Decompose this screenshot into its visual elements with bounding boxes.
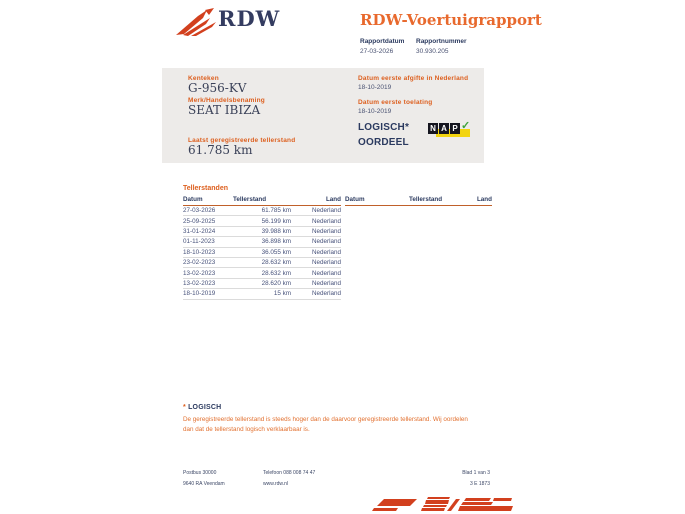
last-odometer-label: Laatst geregistreerde tellerstand	[188, 137, 296, 144]
odometer-readings-section	[183, 185, 493, 300]
footnote-asterisk: *	[183, 404, 189, 411]
footnote-title-text: LOGISCH	[188, 404, 222, 411]
cell-datum: 18-10-2019	[183, 290, 216, 298]
cell-tellerstand: 28.620 km	[261, 279, 291, 287]
footer-website: www.rdw.nl	[263, 481, 289, 487]
first-registration-nl-value: 18-10-2019	[358, 84, 392, 91]
footer-page-info	[430, 468, 490, 490]
footer-contact	[263, 468, 430, 490]
license-plate-label: Kenteken	[188, 75, 219, 82]
cell-datum: 13-02-2023	[183, 269, 216, 277]
report-number-label: Rapportnummer	[416, 38, 467, 45]
nap-logo	[428, 122, 472, 138]
table-row	[183, 227, 341, 237]
tellerstanden-table-secondary	[345, 196, 492, 300]
odometer-table-title: Tellerstanden	[183, 185, 228, 192]
cell-tellerstand: 28.632 km	[261, 269, 291, 277]
first-registration-nl-label: Datum eerste afgifte in Nederland	[358, 75, 469, 82]
footer-form-code: 3 E 1873	[469, 481, 490, 487]
table-header-row	[183, 196, 341, 206]
table-row	[183, 289, 341, 299]
column-header-tellerstand: Tellerstand	[409, 196, 443, 203]
footnote-body: De geregistreerde tellerstand is steeds hoger dan de daarvoor geregistreerde tellerstand. Wij oordelen dan dat de tellerstand logisch verklaarbaar is.	[183, 416, 468, 433]
first-admission-label: Datum eerste toelating	[358, 99, 433, 106]
cell-datum: 25-09-2025	[183, 217, 216, 225]
footer-phone: Telefoon 088 008 74 47	[263, 470, 316, 476]
report-date-value: 27-03-2026	[360, 48, 394, 55]
make-model-value: SEAT IBIZA	[188, 103, 261, 117]
cell-datum: 31-01-2024	[183, 227, 216, 235]
nap-checkmark-icon: ✓	[461, 120, 471, 132]
table-row	[183, 279, 341, 289]
cell-land: Nederland	[311, 207, 341, 215]
cell-land: Nederland	[311, 259, 341, 267]
page-footer	[183, 468, 490, 490]
cell-land: Nederland	[311, 269, 341, 277]
report-date-label: Rapportdatum	[360, 38, 405, 45]
cell-tellerstand: 39.988 km	[261, 227, 291, 235]
tellerstanden-table-body	[183, 206, 341, 300]
cell-land: Nederland	[311, 238, 341, 246]
cell-datum: 23-02-2023	[183, 259, 216, 267]
report-number-field	[416, 38, 467, 55]
column-header-datum: Datum	[345, 196, 365, 203]
odometer-judgement	[358, 120, 409, 150]
footer-address	[183, 468, 263, 490]
report-title: RDW-Voertuigrapport	[360, 11, 542, 29]
table-row	[183, 206, 341, 216]
cell-tellerstand: 61.785 km	[261, 207, 291, 215]
make-model-label: Merk/Handelsbenaming	[188, 97, 265, 104]
report-number-value: 30.930.205	[416, 48, 449, 55]
cell-land: Nederland	[311, 279, 341, 287]
cell-tellerstand: 36.055 km	[261, 248, 291, 256]
footer-page-number: Blad 1 van 3	[462, 470, 490, 476]
footnote-title	[183, 404, 479, 411]
report-date-field	[360, 38, 405, 55]
tellerstanden-table-primary	[183, 196, 341, 300]
cell-land: Nederland	[311, 227, 341, 235]
cell-datum: 27-03-2026	[183, 207, 216, 215]
footer-address-line-2: 9640 RA Veendam	[183, 481, 225, 487]
first-admission-value: 18-10-2019	[358, 108, 392, 115]
cell-tellerstand: 28.632 km	[261, 259, 291, 267]
rdw-flag-logo	[176, 8, 216, 36]
license-plate-value: G-956-KV	[188, 81, 247, 95]
table-row	[183, 268, 341, 278]
cell-datum: 01-11-2023	[183, 238, 215, 246]
cell-datum: 13-02-2023	[183, 279, 216, 287]
table-row	[183, 248, 341, 258]
cell-land: Nederland	[311, 290, 341, 298]
last-odometer-value: 61.785 km	[188, 143, 253, 157]
table-header-row	[345, 196, 492, 206]
column-header-land: Land	[476, 196, 492, 203]
cell-tellerstand: 15 km	[273, 290, 291, 298]
judgement-line-1: LOGISCH*	[358, 122, 410, 133]
cell-tellerstand: 36.898 km	[261, 238, 291, 246]
cell-tellerstand: 56.199 km	[261, 217, 291, 225]
vehicle-summary-box	[162, 68, 484, 163]
nap-letter-n: N	[428, 123, 438, 134]
logisch-footnote	[183, 404, 479, 435]
column-header-datum: Datum	[183, 196, 203, 203]
column-header-tellerstand: Tellerstand	[233, 196, 267, 203]
column-header-land: Land	[325, 196, 341, 203]
table-row	[183, 237, 341, 247]
report-meta	[360, 38, 467, 55]
cell-datum: 18-10-2023	[183, 248, 216, 256]
cell-land: Nederland	[311, 248, 341, 256]
rdw-wordmark: RDW	[218, 6, 281, 31]
nap-letter-p: P	[450, 123, 460, 134]
cell-land: Nederland	[311, 217, 341, 225]
table-row	[183, 258, 341, 268]
nap-letter-a: A	[439, 123, 449, 134]
decorative-stripes-graphic	[372, 496, 513, 513]
judgement-line-2: OORDEEL	[358, 137, 409, 148]
table-row	[183, 216, 341, 226]
footer-address-line-1: Postbus 30000	[183, 470, 217, 476]
